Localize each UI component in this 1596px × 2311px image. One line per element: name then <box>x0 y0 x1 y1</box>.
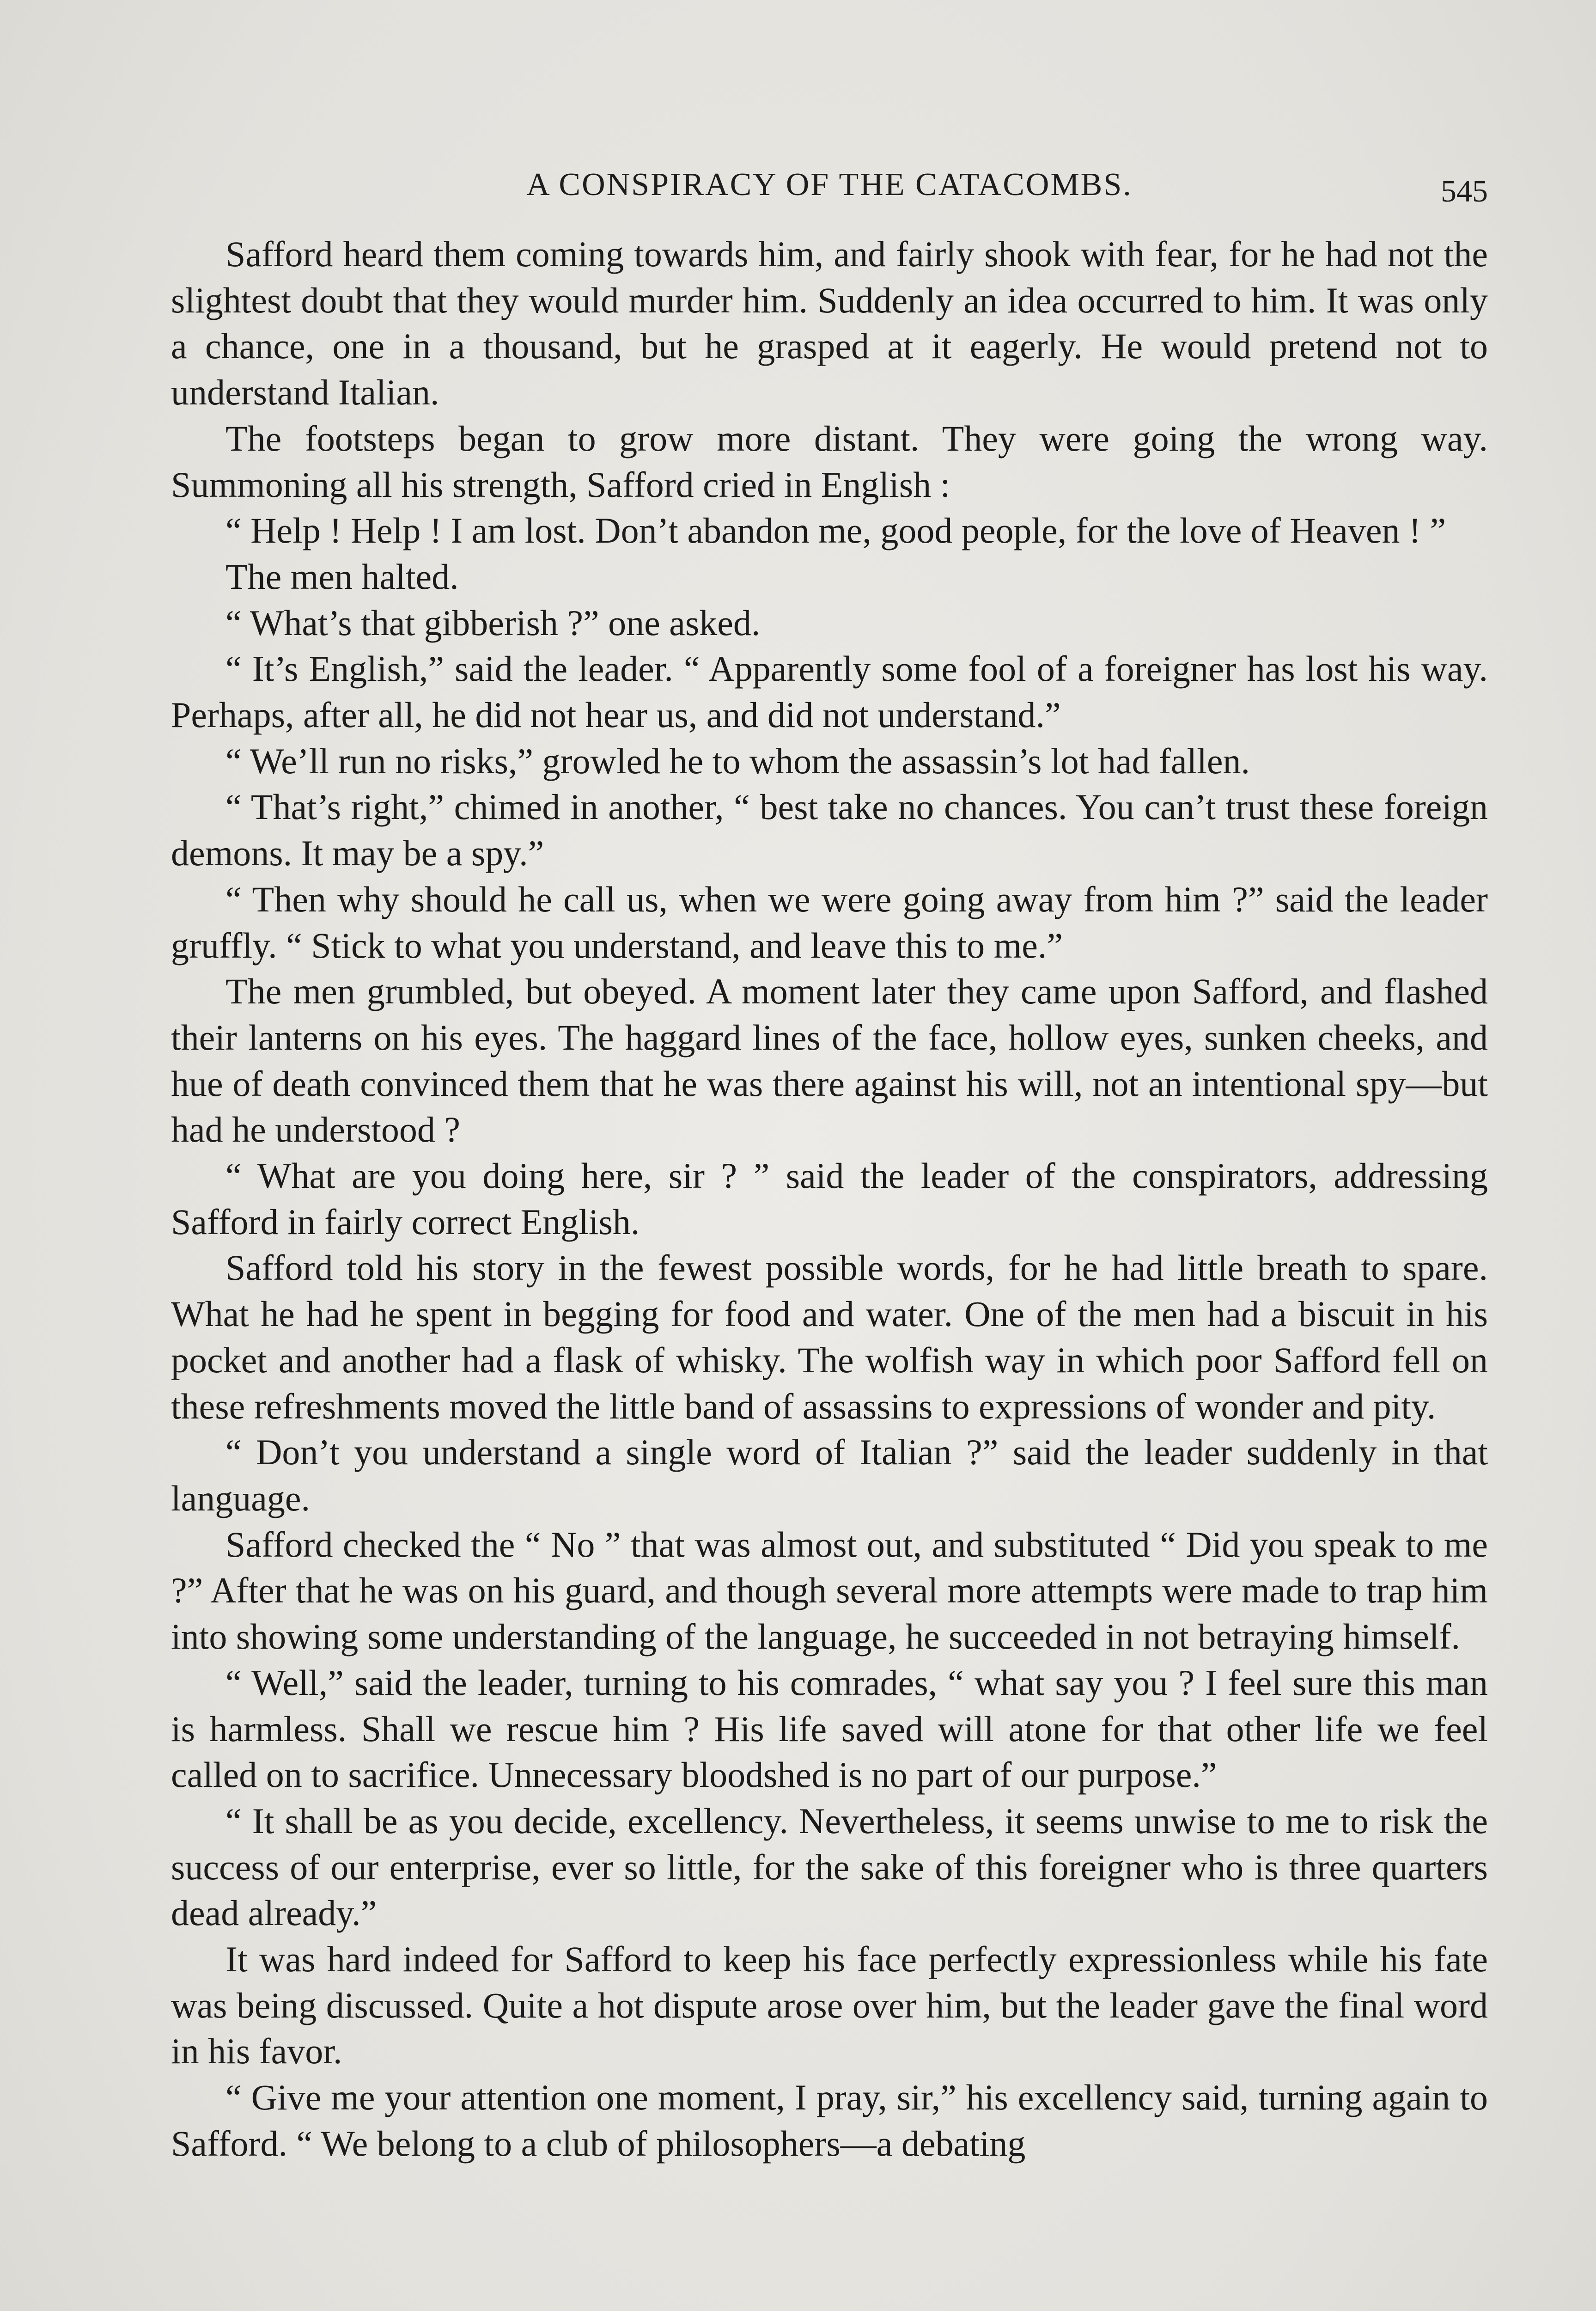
paragraph: “ We’ll run no risks,” growled he to whom the assassin’s lot had fallen. <box>225 740 1250 781</box>
paragraph: “ What’s that gibberish ?” one asked. <box>225 602 761 643</box>
paragraph: “ It shall be as you decide, excellency. Nevertheless, it seems unwise to me to risk the success of our enterprise, ever so little, for the sake of this foreigner who is three quarters dead already.” <box>171 1800 1488 1933</box>
paragraph: The men grumbled, but obeyed. A moment later they came upon Safford, and flashed their lanterns on his eyes. The haggard lines of the face, hollow eyes, sunken cheeks, and hue of death convinced them that he was there against his will, not an intentional spy—but had he understood ? <box>171 971 1488 1150</box>
paragraph: “ Don’t you understand a single word of Italian ?” said the leader suddenly in that language. <box>171 1432 1488 1518</box>
page-header <box>171 166 1488 217</box>
body-text <box>171 231 1488 2167</box>
paragraph: Safford heard them coming towards him, and fairly shook with fear, for he had not the slightest doubt that they would murder him. Suddenly an idea occurred to him. It was only a chance, one in a thousand, but he grasped at it eagerly. He would pretend not to understand Italian. <box>171 234 1488 413</box>
running-title: A CONSPIRACY OF THE CATACOMBS. <box>526 167 1133 202</box>
paragraph: “ What are you doing here, sir ? ” said the leader of the conspirators, addressing Safford in fairly correct English. <box>171 1156 1488 1242</box>
paragraph: “ Well,” said the leader, turning to his comrades, “ what say you ? I feel sure this man is harmless. Shall we rescue him ? His life saved will atone for that other life we feel called on to sacrifice. Unnecessary bloodshed is no part of our purpose.” <box>171 1662 1488 1795</box>
paragraph: “ It’s English,” said the leader. “ Apparently some fool of a foreigner has lost his way. Perhaps, after all, he did not hear us, and did not understand.” <box>171 648 1488 735</box>
paragraph: Safford told his story in the fewest possible words, for he had little breath to spare. What he had he spent in begging for food and water. One of the men had a biscuit in his pocket and another had a flask of whisky. The wolfish way in which poor Safford fell on these refreshments moved the little band of assassins to expressions of wonder and pity. <box>171 1247 1488 1426</box>
paragraph: The men halted. <box>225 556 459 597</box>
paragraph: It was hard indeed for Safford to keep his face perfectly expressionless while his fate was being discussed. Quite a hot dispute arose over him, but the leader gave the final word in his favor. <box>171 1939 1488 2072</box>
paragraph: “ Give me your attention one moment, I pray, sir,” his excellency said, turning again to Safford. “ We belong to a club of philosophers—a debating <box>171 2077 1488 2164</box>
paragraph: The footsteps began to grow more distant. They were going the wrong way. Summoning all his strength, Safford cried in English : <box>171 418 1488 505</box>
paragraph: “ Help ! Help ! I am lost. Don’t abandon me, good people, for the love of Heaven ! ” <box>225 510 1446 551</box>
paragraph: “ Then why should he call us, when we were going away from him ?” said the leader gruffly. “ Stick to what you understand, and leave this to me.” <box>171 879 1488 966</box>
paragraph: “ That’s right,” chimed in another, “ best take no chances. You can’t trust these foreign demons. It may be a spy.” <box>171 787 1488 874</box>
page-number: 545 <box>1441 173 1488 208</box>
paragraph: Safford checked the “ No ” that was almost out, and substituted “ Did you speak to me ?” After that he was on his guard, and though several more attempts were made to trap him into showing some understanding of the language, he succeeded in not betraying himself. <box>171 1524 1488 1657</box>
